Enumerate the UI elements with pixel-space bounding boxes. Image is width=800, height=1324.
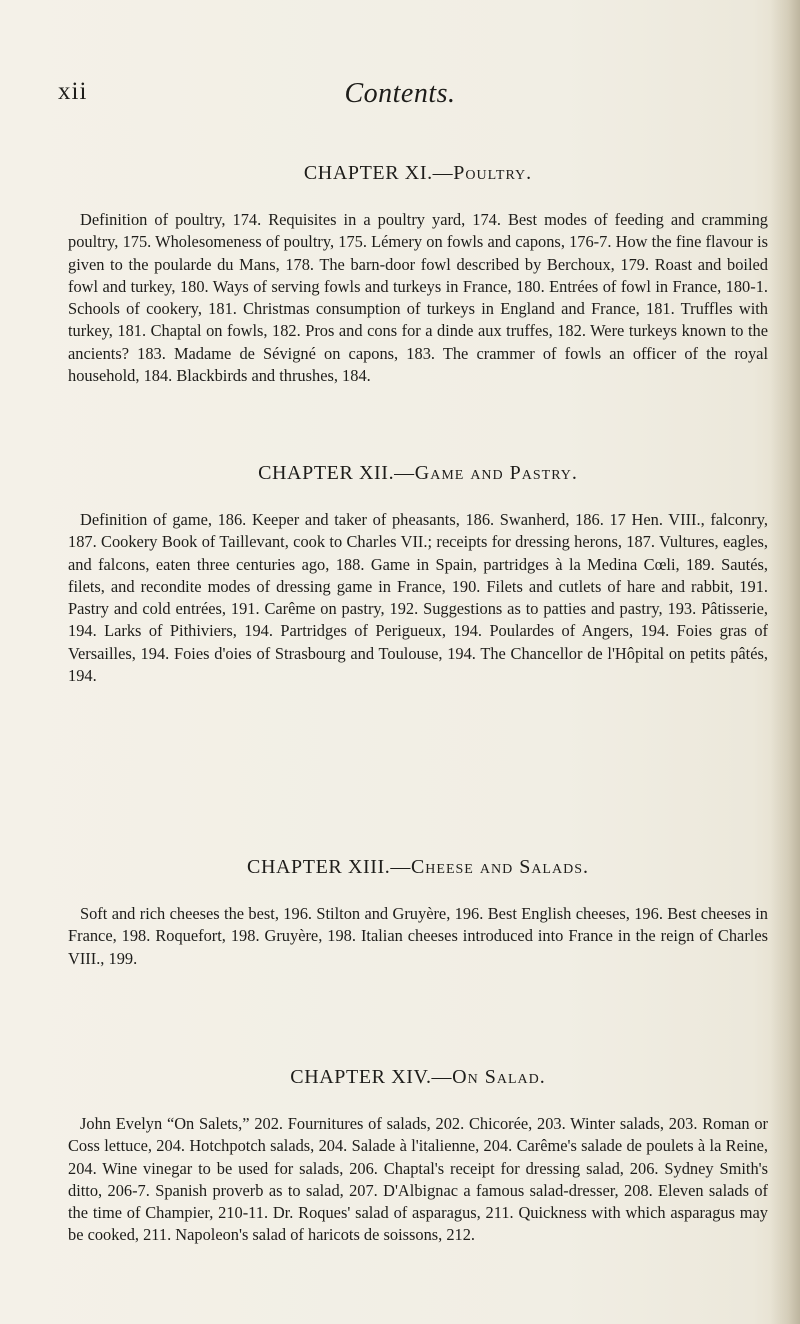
running-head: Contents. — [344, 78, 456, 109]
chapter-summary: John Evelyn “On Salets,” 202. Fournitures of salads, 202. Chicorée, 203. Winter salads, 203. Roman or Coss lettuce, 204. Hotchpotch salads, 204. Salade à l'italienne, 204. Carême's salade de poulets à la Reine, 204. Wine vinegar to be used for salads, 206. Chaptal's receipt for dressing salad, 206. Sydney Smith's ditto, 206-7. Spanish proverb as to salad, 207. D'Albignac a famous salad-dresser, 208. Eleven salads of the time of Champier, 210-11. Dr. Roques' salad of asparagus, 211. Quickness with which asparagus may be cooked, 211. Napoleon's salad of haricots de soissons, 212. — [68, 1114, 768, 1245]
chapter-xii — [68, 462, 768, 687]
chapter-xiv — [68, 1066, 768, 1247]
chapter-summary: Definition of game, 186. Keeper and taker of pheasants, 186. Swanherd, 186. 17 Hen. VIII., falconry, 187. Cookery Book of Taillevant, cook to Charles VII.; receipts for dressing herons, 187. Vultures, eagles, and falcons, eaten three centuries ago, 188. Game in Spain, partridges à la Medina Cœli, 189. Sautés, filets, and recondite modes of dressing game in France, 190. Filets and cutlets of hare and rabbit, 191. Pastry and cold entrées, 191. Carême on pastry, 192. Suggestions as to patties and pastry, 193. Pâtisserie, 194. Larks of Pithiviers, 194. Partridges of Perigueux, 194. Poulardes of Angers, 194. Foies gras of Versailles, 194. Foies d'oies of Strasbourg and Toulouse, 194. The Chancellor de l'Hôpital on petits pâtés, 194. — [68, 510, 768, 686]
chapter-heading — [68, 462, 768, 485]
chapter-xi — [68, 162, 768, 387]
page-header — [0, 78, 800, 118]
chapter-xiii — [68, 856, 768, 970]
chapter-subject: On Salad. — [452, 1066, 546, 1088]
chapter-subject: Game and Pastry. — [414, 462, 578, 484]
chapter-number: CHAPTER XII.— — [258, 462, 415, 484]
chapter-summary: Soft and rich cheeses the best, 196. Stilton and Gruyère, 196. Best English cheeses, 196. Best cheeses in France, 198. Roquefort, 198. Gruyère, 198. Italian cheeses introduced into France in the reign of Charles VIII., 199. — [68, 904, 768, 968]
chapter-subject: Cheese and Salads. — [410, 856, 589, 878]
page-number: xii — [58, 78, 88, 105]
chapter-number: CHAPTER XI.— — [303, 162, 454, 184]
page-edge-shadow — [770, 0, 800, 1324]
chapter-summary: Definition of poultry, 174. Requisites in a poultry yard, 174. Best modes of feeding and cramming poultry, 175. Wholesomeness of poultry, 175. Lémery on fowls and capons, 176-7. How the fine flavour is given to the poularde du Mans, 178. The barn-door fowl described by Berchoux, 179. Roast and boiled fowl and turkey, 180. Ways of serving fowls and turkeys in France, 180. Entrées of fowl in France, 180-1. Schools of cookery, 181. Christmas consumption of turkeys in England and France, 181. Truffles with turkey, 181. Chaptal on fowls, 182. Pros and cons for a dinde aux truffes, 182. Were turkeys known to the ancients? 183. Madame de Sévigné on capons, 183. The crammer of fowls an officer of the royal household, 184. Blackbirds and thrushes, 184. — [68, 210, 768, 386]
chapter-number: CHAPTER XIII.— — [247, 856, 411, 878]
chapter-number: CHAPTER XIV.— — [290, 1066, 453, 1088]
chapter-heading — [68, 162, 768, 185]
chapter-heading — [68, 856, 768, 879]
chapter-subject: Poultry. — [453, 162, 533, 184]
chapter-heading — [68, 1066, 768, 1089]
